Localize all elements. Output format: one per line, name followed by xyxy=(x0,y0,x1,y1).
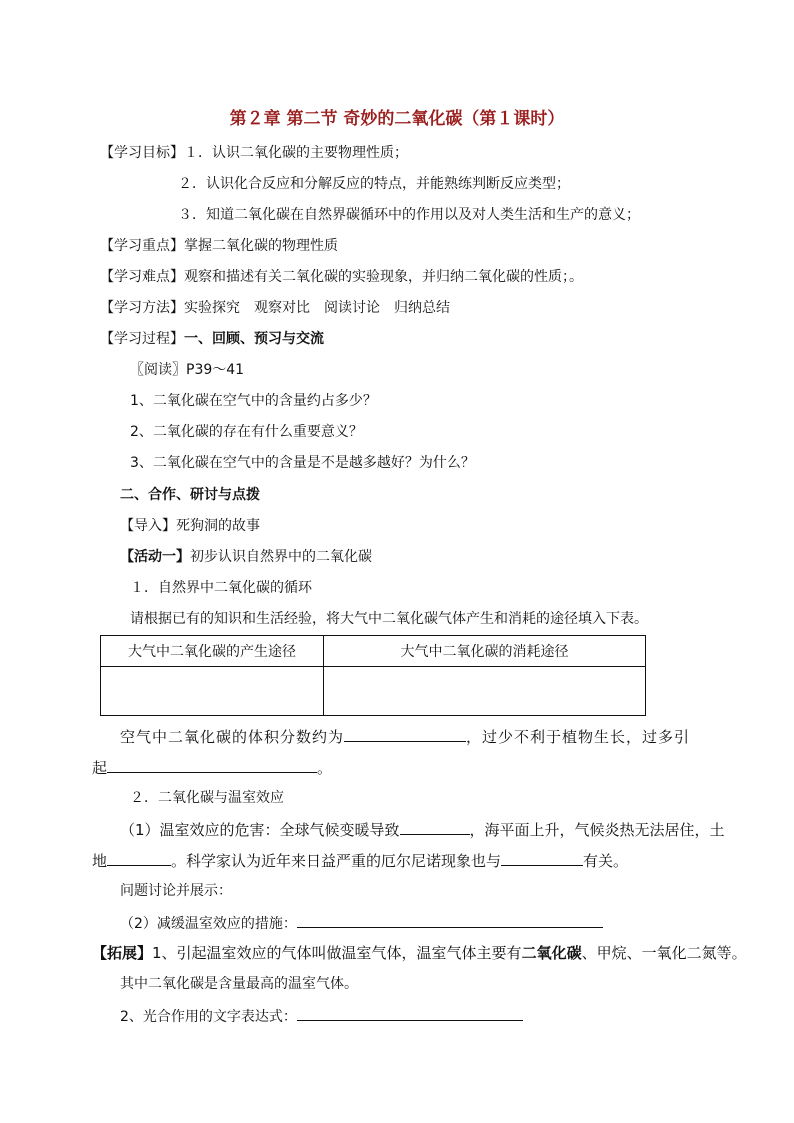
reading-line: 〖阅读〗P39～41 xyxy=(130,362,245,378)
method-line xyxy=(100,299,450,317)
fill1-line-2 xyxy=(92,758,332,777)
table-header-consumption: 大气中二氧化碳的消耗途径 xyxy=(324,636,646,667)
fill1-text-3: 起 xyxy=(92,759,108,777)
photosynthesis-blank[interactable] xyxy=(297,1006,523,1021)
method-label: 【学习方法】 xyxy=(100,300,184,316)
table-row xyxy=(101,667,646,716)
activity1-label: 【活动一】 xyxy=(120,549,190,565)
greenhouse1-blank-1[interactable] xyxy=(400,820,470,835)
cycle-instruction: 请根据已有的知识和生活经验，将大气中二氧化碳气体产生和消耗的途径填入下表。 xyxy=(130,611,648,627)
question-3: 3、二氧化碳在空气中的含量是不是越多越好？为什么？ xyxy=(130,455,475,471)
key-point-label: 【学习重点】 xyxy=(100,238,184,254)
difficulty-text: 观察和描述有关二氧化碳的实验现象，并归纳二氧化碳的性质；。 xyxy=(184,269,583,285)
activity1-text: 初步认识自然界中的二氧化碳 xyxy=(190,549,372,565)
difficulty-label: 【学习难点】 xyxy=(100,269,184,285)
fill1-blank-1[interactable] xyxy=(344,727,466,742)
question-1: 1、二氧化碳在空气中的含量约占多少？ xyxy=(130,393,377,409)
intro-line xyxy=(120,517,260,535)
process-section-1: 一、回顾、预习与交流 xyxy=(184,331,324,347)
greenhouse1-line-2 xyxy=(92,851,628,870)
page-title: 第２章 第二节 奇妙的二氧化碳（第１课时） xyxy=(229,109,565,129)
fill1-text-4: 。 xyxy=(317,759,333,777)
greenhouse1-line-1 xyxy=(120,820,725,839)
extension-note: 其中二氧化碳是含量最高的温室气体。 xyxy=(120,976,358,992)
greenhouse1-text-3: 地 xyxy=(92,852,108,870)
measures-text: （2）减缓温室效应的措施： xyxy=(120,916,297,932)
greenhouse1-text-5: 有关。 xyxy=(583,852,629,870)
method-text: 实验探究 观察对比 阅读讨论 归纳总结 xyxy=(184,300,450,316)
measures-line xyxy=(120,913,603,933)
table-cell-production[interactable] xyxy=(101,667,324,716)
objectives-line-1 xyxy=(100,144,408,162)
table-cell-consumption[interactable] xyxy=(324,667,646,716)
fill1-blank-2[interactable] xyxy=(107,758,317,773)
activity1-line xyxy=(120,548,372,566)
extension-text-2: 、甲烷、一氧化二氮等。 xyxy=(581,944,747,962)
section-2-heading: 二、合作、研讨与点拨 xyxy=(120,487,260,503)
difficulty-line xyxy=(100,268,583,286)
measures-blank[interactable] xyxy=(297,913,603,928)
intro-text: 死狗洞的故事 xyxy=(176,518,260,534)
key-point-line xyxy=(100,237,338,255)
fill1-text-2: ，过少不利于植物生长，过多引 xyxy=(466,728,691,746)
objective-item-3: ３．知道二氧化碳在自然界碳循环中的作用以及对人类生活和生产的意义； xyxy=(178,207,640,223)
cycle-title: １．自然界中二氧化碳的循环 xyxy=(130,580,312,596)
greenhouse1-text-2: ，海平面上升，气候炎热无法居住，土 xyxy=(469,821,725,839)
objective-item-2: ２．认识化合反应和分解反应的特点，并能熟练判断反应类型； xyxy=(178,176,570,192)
objectives-label: 【学习目标】 xyxy=(100,145,184,161)
question-2: 2、二氧化碳的存在有什么重要意义？ xyxy=(130,424,363,440)
table-header-production: 大气中二氧化碳的产生途径 xyxy=(101,636,324,667)
extension-label: 【拓展】 xyxy=(92,944,153,962)
greenhouse-title: ２．二氧化碳与温室效应 xyxy=(130,790,284,806)
greenhouse1-blank-3[interactable] xyxy=(501,851,583,866)
table-header-row xyxy=(101,636,646,667)
extension-text-1: 1、引起温室效应的气体叫做温室气体，温室气体主要有 xyxy=(152,944,522,962)
extension-line xyxy=(92,944,747,962)
photosynthesis-line xyxy=(120,1006,523,1026)
co2-pathway-table xyxy=(100,635,646,716)
fill1-line-1 xyxy=(120,727,690,746)
process-label: 【学习过程】 xyxy=(100,331,184,347)
extension-bold: 二氧化碳 xyxy=(521,944,582,962)
process-line xyxy=(100,330,324,348)
greenhouse1-blank-2[interactable] xyxy=(107,851,171,866)
fill1-text-1: 空气中二氧化碳的体积分数约为 xyxy=(120,728,345,746)
key-point-text: 掌握二氧化碳的物理性质 xyxy=(184,238,338,254)
discussion-line: 问题讨论并展示： xyxy=(120,883,232,899)
objective-item-1: １．认识二氧化碳的主要物理性质； xyxy=(184,145,408,161)
greenhouse1-text-4: 。科学家认为近年来日益严重的厄尔尼诺现象也与 xyxy=(171,852,502,870)
greenhouse1-text-1: （1）温室效应的危害：全球气候变暖导致 xyxy=(120,821,400,839)
photosynthesis-text: 2、光合作用的文字表达式： xyxy=(120,1009,297,1025)
intro-label: 【导入】 xyxy=(120,518,176,534)
